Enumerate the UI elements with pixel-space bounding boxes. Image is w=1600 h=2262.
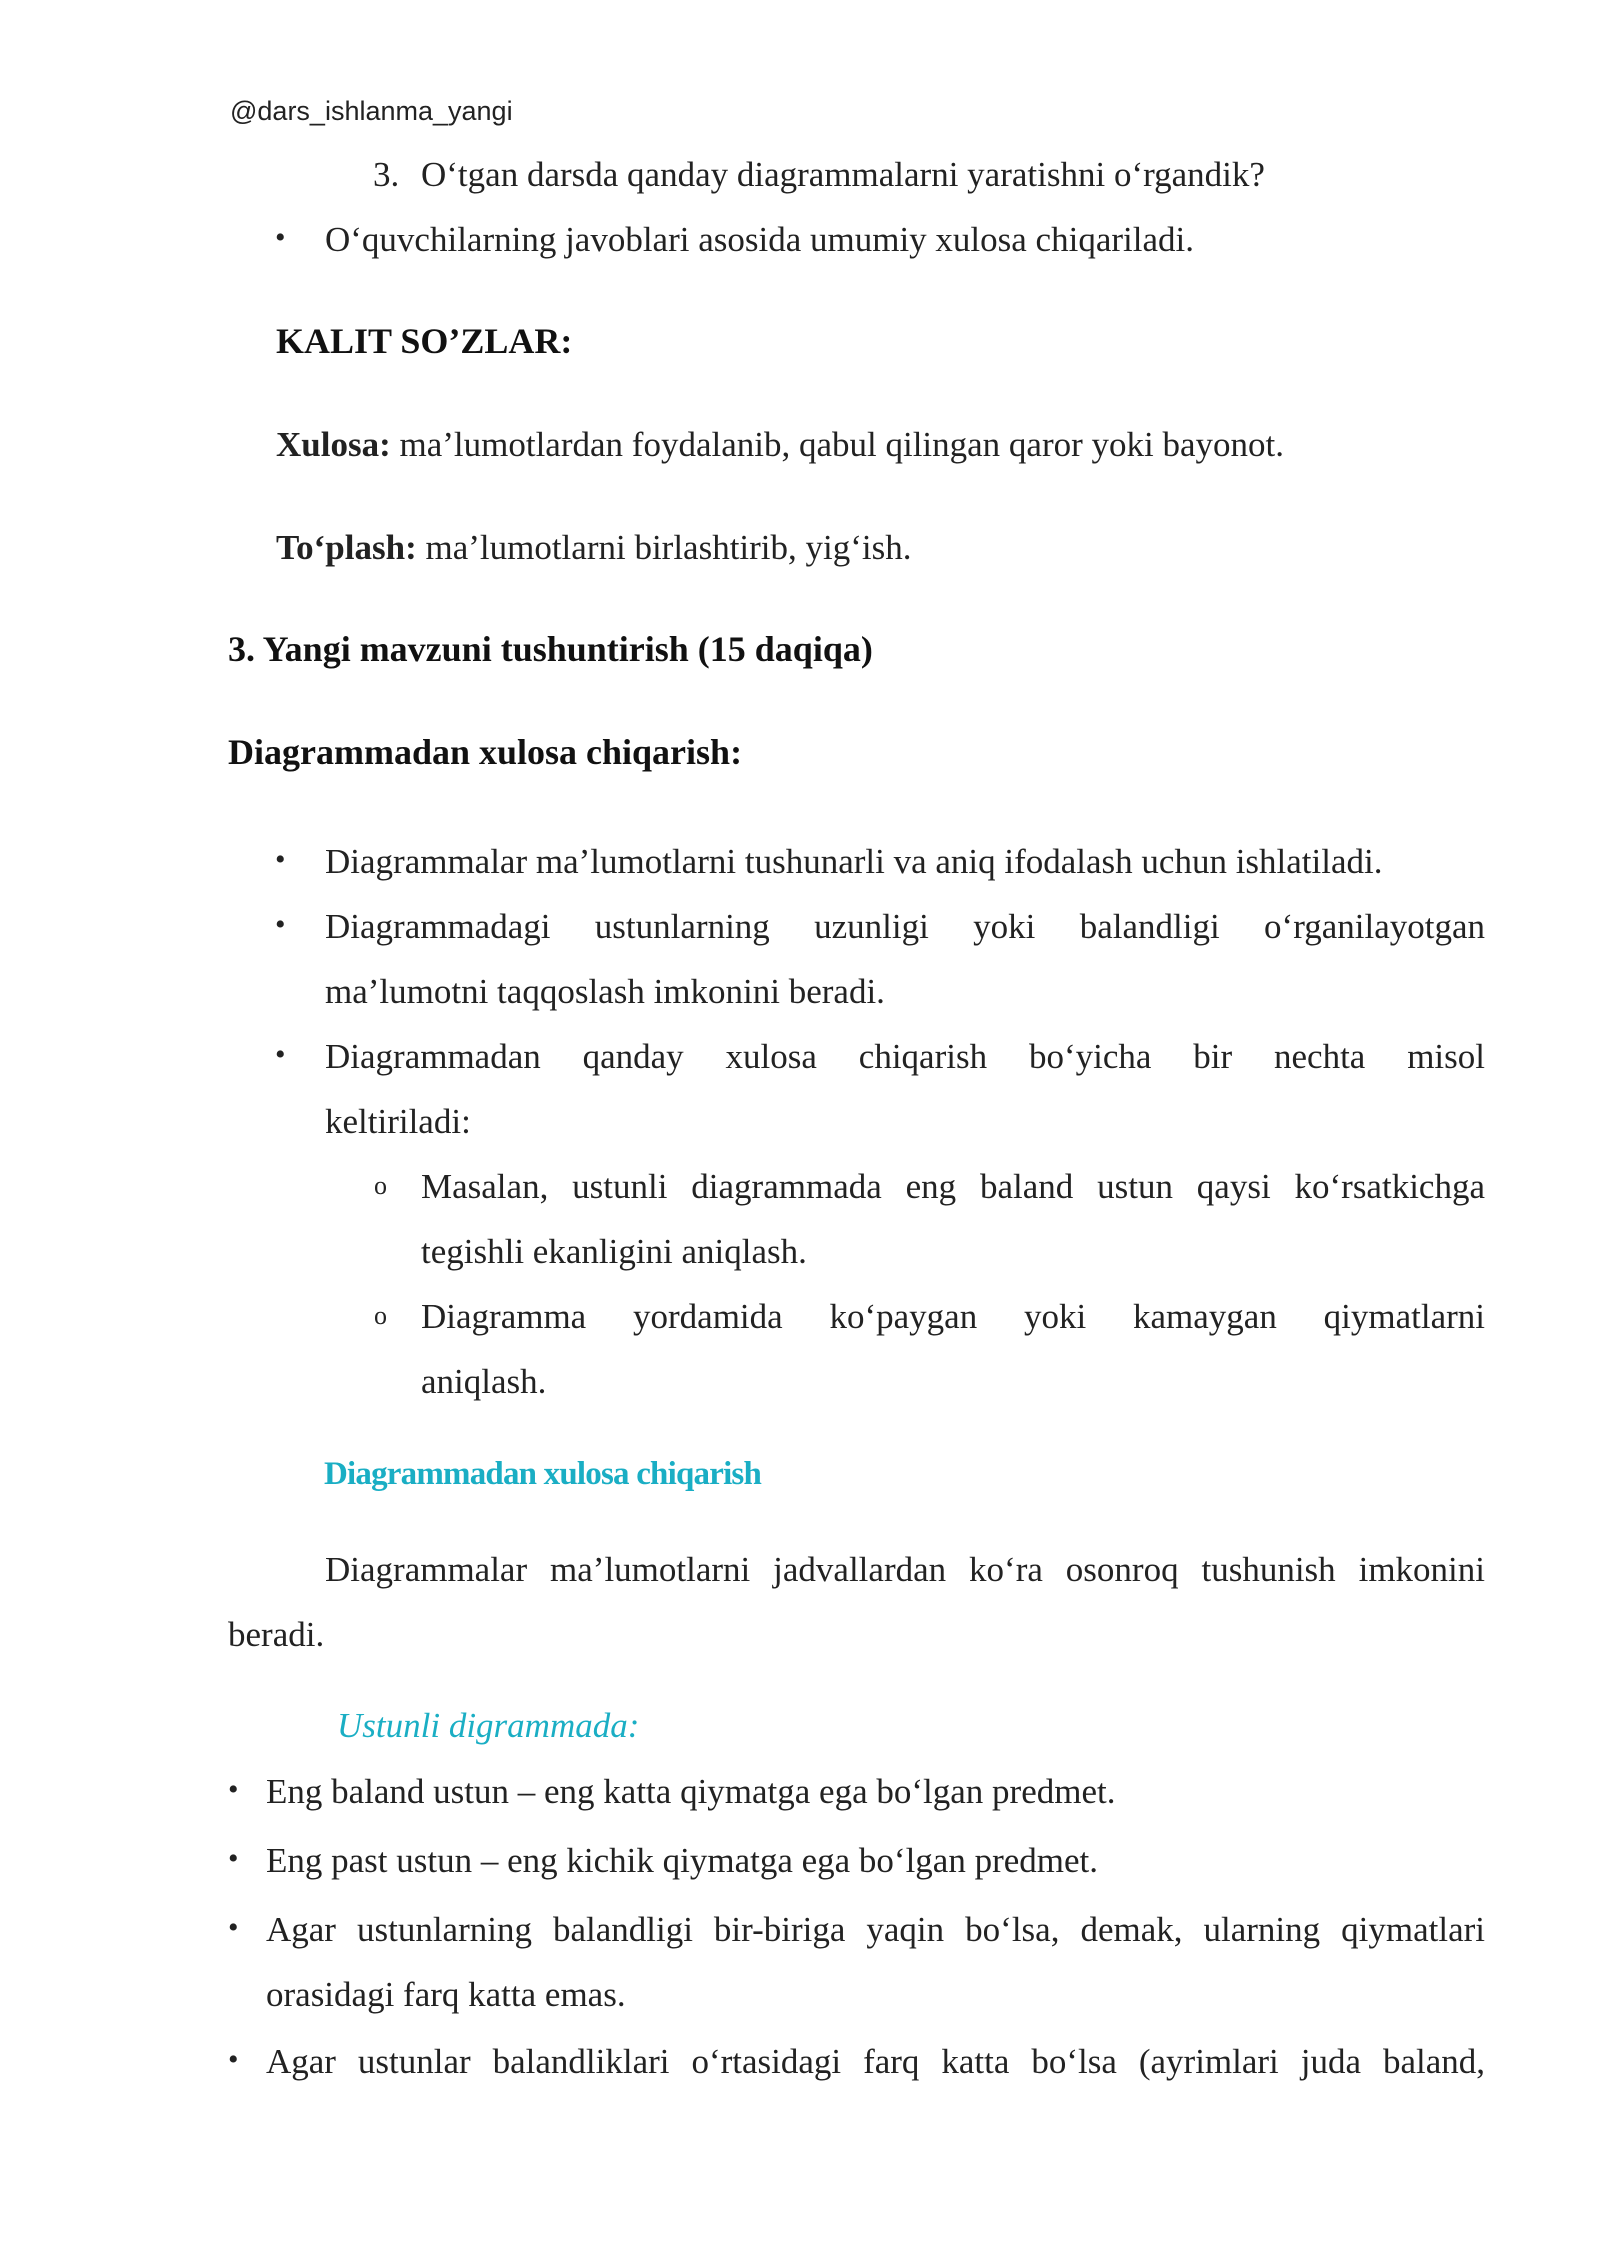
bullet-icon: • <box>228 1842 239 1875</box>
italic-heading: Ustunli digrammada: <box>337 1706 640 1745</box>
list-item: Agar ustunlar balandliklari o‘rtasidagi farq katta bo‘lsa (ayrimlari juda baland, <box>266 2042 1485 2081</box>
section-subheading: Diagrammadan xulosa chiqarish: <box>228 732 743 772</box>
keyword-definition: ma’lumotlarni birlashtirib, yig‘ish. <box>416 528 912 567</box>
list-item-continuation: orasidagi farq katta emas. <box>266 1975 626 2014</box>
summary-bullet: O‘quvchilarning javoblari asosida umumiy xulosa chiqariladi. <box>325 220 1194 259</box>
sub-list-item-continuation: aniqlash. <box>421 1362 547 1401</box>
paragraph: Diagrammalar ma’lumotlarni jadvallardan ko‘ra osonroq tushunish imkonini <box>325 1550 1485 1589</box>
bullet-icon: • <box>228 1911 239 1944</box>
list-item: Diagrammadan qanday xulosa chiqarish bo‘yicha bir nechta misol <box>325 1037 1485 1076</box>
bullet-icon: • <box>228 1773 239 1806</box>
list-item-continuation: keltiriladi: <box>325 1102 471 1141</box>
list-item: Eng past ustun – eng kichik qiymatga ega bo‘lgan predmet. <box>266 1841 1099 1880</box>
paragraph-continuation: beradi. <box>228 1615 325 1654</box>
list-item: Diagrammadagi ustunlarning uzunligi yoki balandligi o‘rganilayotgan <box>325 907 1485 946</box>
bullet-icon: • <box>275 843 286 876</box>
sub-list-item-continuation: tegishli ekanligini aniqlash. <box>421 1232 807 1271</box>
question-3: O‘tgan darsda qanday diagrammalarni yaratishni o‘rgandik? <box>421 155 1265 194</box>
sub-list-item: Masalan, ustunli diagrammada eng baland ustun qaysi ko‘rsatkichga <box>421 1167 1485 1206</box>
list-item-continuation: ma’lumotni taqqoslash imkonini beradi. <box>325 972 885 1011</box>
keywords-heading: KALIT SO’ZLAR: <box>276 321 573 361</box>
bullet-icon: • <box>228 2043 239 2076</box>
question-number: 3. <box>373 155 400 194</box>
bullet-icon: • <box>275 908 286 941</box>
circle-bullet-icon: o <box>374 1301 387 1330</box>
list-item: Agar ustunlarning balandligi bir-biriga yaqin bo‘lsa, demak, ularning qiymatlari <box>266 1910 1485 1949</box>
circle-bullet-icon: o <box>374 1171 387 1200</box>
sub-list-item: Diagramma yordamida ko‘paygan yoki kamaygan qiymatlarni <box>421 1297 1485 1336</box>
bullet-icon: • <box>275 1038 286 1071</box>
keyword-definition: ma’lumotlardan foydalanib, qabul qilingan qaror yoki bayonot. <box>390 425 1285 464</box>
keyword-term: Xulosa: <box>276 425 391 464</box>
keyword-xulosa <box>276 423 1284 467</box>
bullet-icon: • <box>275 221 286 254</box>
list-item: Diagrammalar ma’lumotlarni tushunarli va aniq ifodalash uchun ishlatiladi. <box>325 842 1383 881</box>
keyword-toplash <box>276 526 912 570</box>
list-item: Eng baland ustun – eng katta qiymatga ega bo‘lgan predmet. <box>266 1772 1116 1811</box>
subsection-title: Diagrammadan xulosa chiqarish <box>324 1456 762 1492</box>
channel-handle: @dars_ishlanma_yangi <box>230 96 513 126</box>
section-heading: 3. Yangi mavzuni tushuntirish (15 daqiqa) <box>228 629 873 669</box>
keyword-term: To‘plash: <box>276 528 417 567</box>
